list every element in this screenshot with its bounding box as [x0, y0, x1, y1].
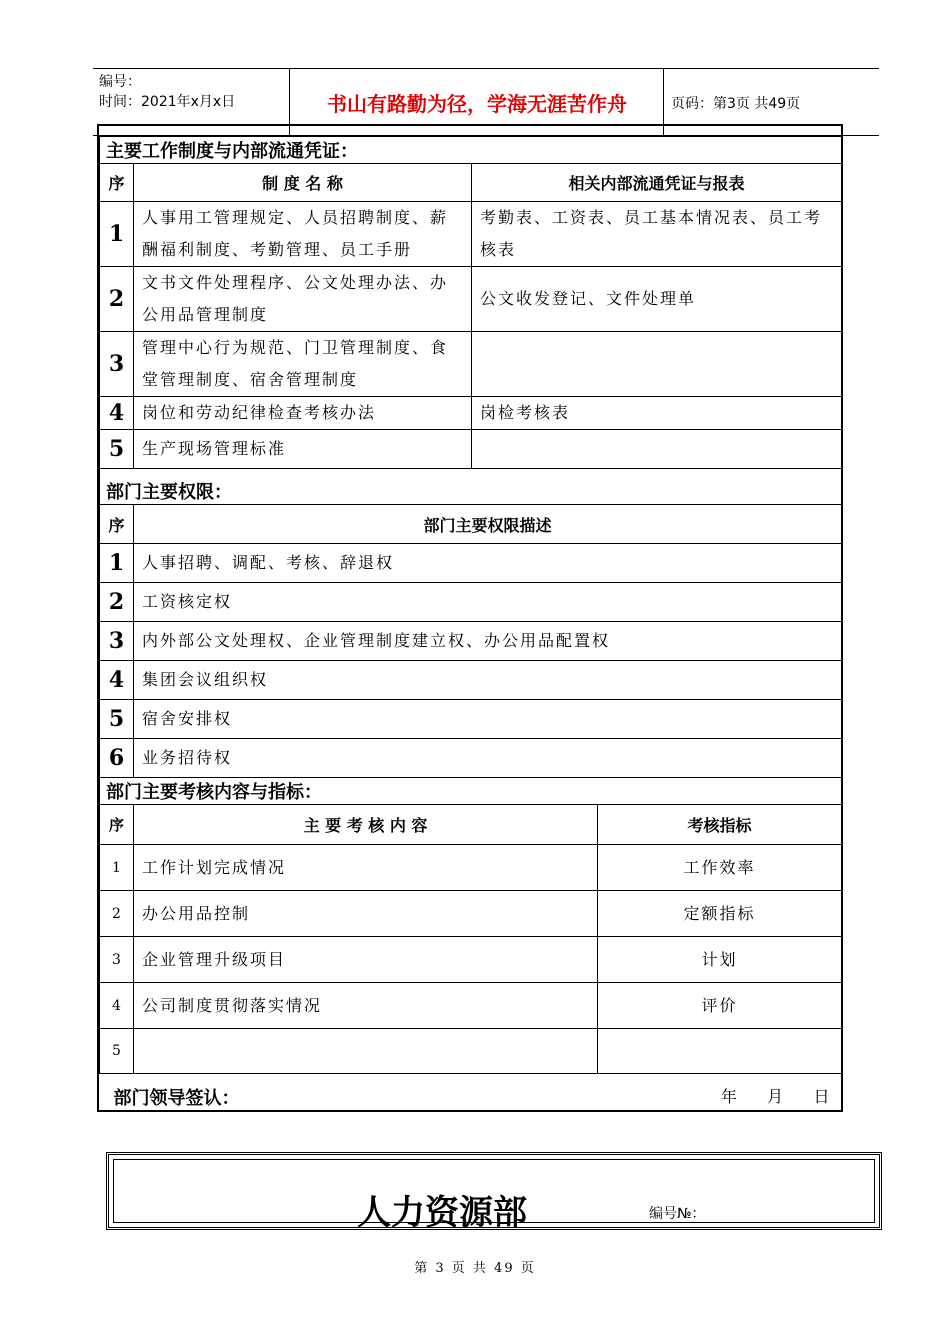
col-seq: 序: [100, 505, 134, 544]
col-assessment-index: 考核指标: [598, 805, 842, 845]
number-label: 编号：: [99, 74, 141, 90]
permission-desc: 内外部公文处理权、企业管理制度建立权、办公用品配置权: [134, 622, 842, 661]
col-system-name: 制 度 名 称: [134, 164, 472, 202]
row-seq: 2: [100, 891, 134, 937]
row-seq: 4: [100, 397, 134, 430]
code-label: 编号№：: [649, 1206, 706, 1222]
assessment-index: [598, 1029, 842, 1074]
signoff-label: 部门领导签认：: [113, 1088, 240, 1109]
permission-desc: 人事招聘、调配、考核、辞退权: [134, 544, 842, 583]
col-seq: 序: [100, 164, 134, 202]
header-meta: [99, 72, 235, 112]
system-name: 管理中心行为规范、门卫管理制度、食堂管理制度、宿舍管理制度: [134, 332, 472, 397]
system-name: 岗位和劳动纪律检查考核办法: [134, 397, 472, 430]
vouchers: [472, 430, 842, 469]
assessment-content: 企业管理升级项目: [134, 937, 598, 983]
department-box: [106, 1152, 882, 1233]
assessment-index: 定额指标: [598, 891, 842, 937]
permission-desc: 宿舍安排权: [134, 700, 842, 739]
department-code: [649, 1203, 828, 1223]
vouchers: 考勤表、工资表、员工基本情况表、员工考核表: [472, 202, 842, 267]
section-title: 部门主要考核内容与指标：: [100, 778, 842, 805]
col-assessment-content: 主 要 考 核 内 容: [134, 805, 598, 845]
system-name: 文书文件处理程序、公文处理办法、办公用品管理制度: [134, 267, 472, 332]
assessment-index: 计划: [598, 937, 842, 983]
table-row: [100, 583, 842, 622]
assessment-content: 工作计划完成情况: [134, 845, 598, 891]
assessment-index: 评价: [598, 983, 842, 1029]
row-seq: 5: [100, 700, 134, 739]
assessment-table: [99, 777, 842, 1114]
assessment-content: [134, 1029, 598, 1074]
table-row: [100, 937, 842, 983]
vouchers: 岗检考核表: [472, 397, 842, 430]
department-title: 人力资源部: [357, 1193, 527, 1233]
assessment-index: 工作效率: [598, 845, 842, 891]
row-seq: 5: [100, 430, 134, 469]
motto: 书山有路勤为径，学海无涯苦作舟: [327, 92, 627, 116]
table-row: [100, 700, 842, 739]
system-name: 生产现场管理标准: [134, 430, 472, 469]
vouchers: 公文收发登记、文件处理单: [472, 267, 842, 332]
table-row: [100, 397, 842, 430]
row-seq: 1: [100, 845, 134, 891]
row-seq: 3: [100, 937, 134, 983]
row-seq: 1: [100, 202, 134, 267]
row-seq: 3: [100, 622, 134, 661]
work-system-table: [99, 136, 842, 469]
permission-desc: 业务招待权: [134, 739, 842, 778]
page-info: 页码：第3页 共49页: [671, 96, 801, 112]
table-row: [100, 661, 842, 700]
section-title: 部门主要权限：: [100, 469, 842, 505]
section-title: 主要工作制度与内部流通凭证：: [100, 137, 842, 164]
vouchers: [472, 332, 842, 397]
signoff-date: 年 月 日: [720, 1087, 832, 1106]
permissions-table: [99, 468, 842, 778]
table-row: [100, 845, 842, 891]
row-seq: 1: [100, 544, 134, 583]
table-row: [100, 739, 842, 778]
row-seq: 5: [100, 1029, 134, 1074]
table-row: [100, 267, 842, 332]
table-row: [100, 544, 842, 583]
row-seq: 4: [100, 983, 134, 1029]
table-row: [100, 430, 842, 469]
row-seq: 3: [100, 332, 134, 397]
header-top-rule: [93, 68, 879, 69]
col-vouchers: 相关内部流通凭证与报表: [472, 164, 842, 202]
system-name: 人事用工管理规定、人员招聘制度、薪酬福利制度、考勤管理、员工手册: [134, 202, 472, 267]
row-seq: 4: [100, 661, 134, 700]
time-label: 时间：2021年x月x日: [99, 94, 236, 110]
page-footer: 第 3 页 共 49 页: [414, 1261, 536, 1276]
row-seq: 2: [100, 583, 134, 622]
permission-desc: 工资核定权: [134, 583, 842, 622]
signoff-row: [100, 1074, 842, 1114]
row-seq: 2: [100, 267, 134, 332]
table-row: [100, 622, 842, 661]
assessment-content: 办公用品控制: [134, 891, 598, 937]
code-blank[interactable]: [712, 1208, 828, 1223]
assessment-content: 公司制度贯彻落实情况: [134, 983, 598, 1029]
table-row: [100, 891, 842, 937]
col-seq: 序: [100, 805, 134, 845]
table-row: [100, 983, 842, 1029]
col-permission-desc: 部门主要权限描述: [134, 505, 842, 544]
table-row: [100, 202, 842, 267]
permission-desc: 集团会议组织权: [134, 661, 842, 700]
table-row: [100, 332, 842, 397]
table-row: [100, 1029, 842, 1074]
row-seq: 6: [100, 739, 134, 778]
